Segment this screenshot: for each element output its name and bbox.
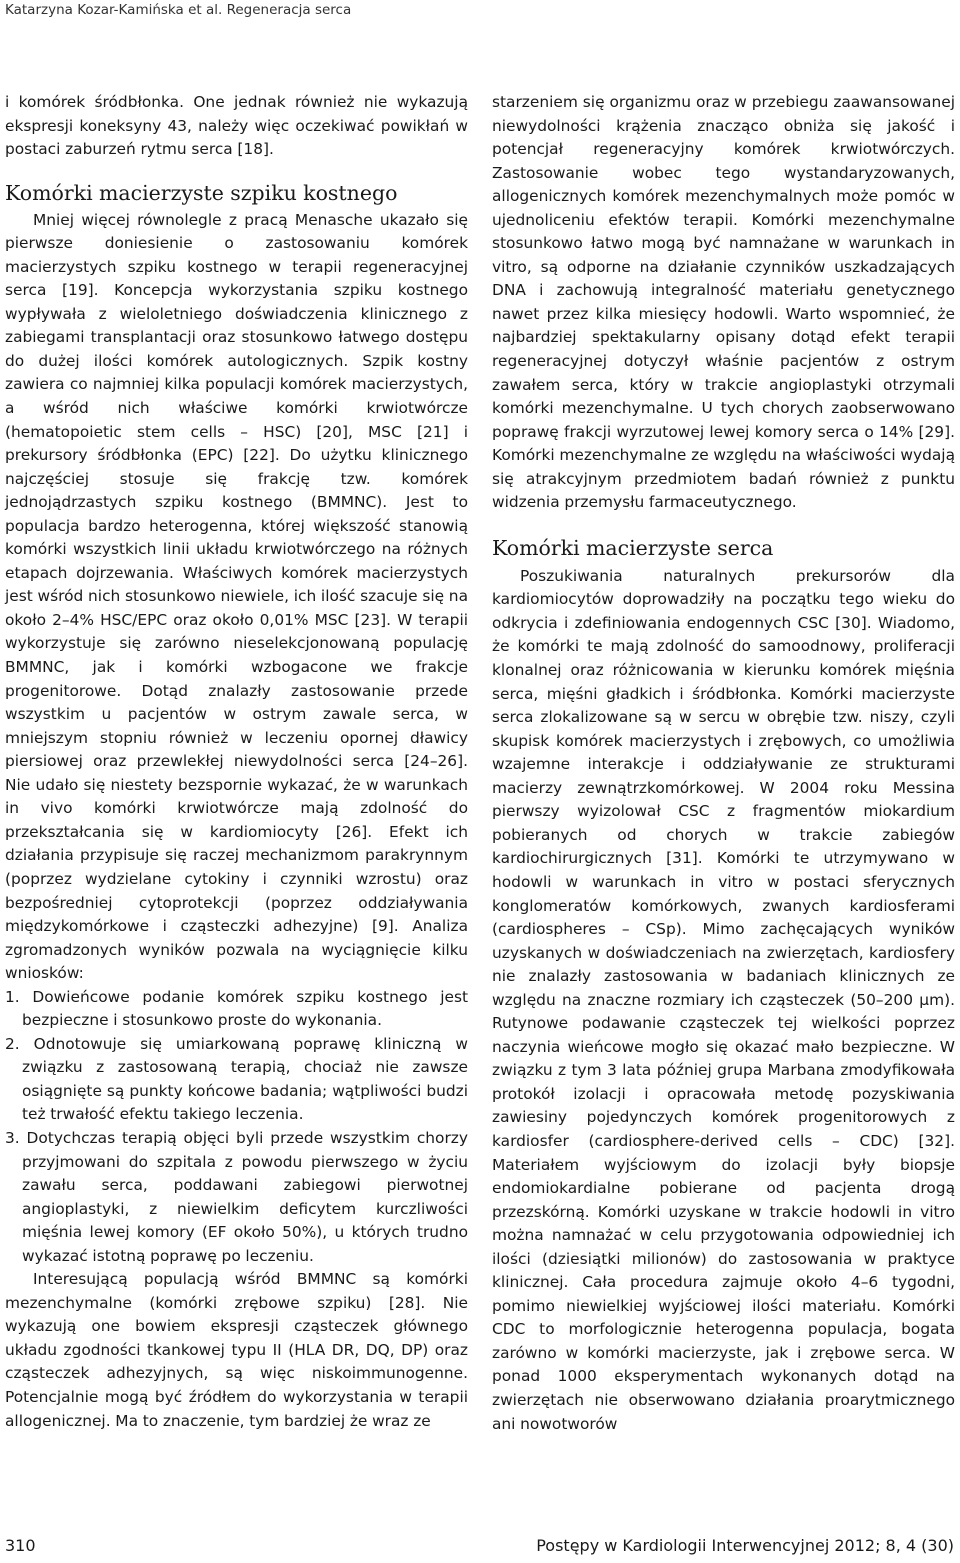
paragraph-continued-right: starzeniem się organizmu oraz w przebiegu zaawansowanej niewydolności krążenia znacząco obniża się jakość i potencjał regeneracyjny komórek krwiotwórczych. Zastosowanie wobec tego wystandaryzowanych, allogenicznych komórek mezenchymalnych może pomóc w ujednoliceniu efektów terapii. Komórki mezenchymalne stosunkowo łatwo mogą być namnażane w warunkach in vitro, są odporne na działanie czynników uszkadzających DNA i zachowują integralność materiału genetycznego nawet przez kilka miesięcy hodowli. Warto wspomnieć, że najbardziej spektakularny opisany dotąd efekt terapii regeneracyjnej dotyczył właśnie pacjentów z ostrym zawałem serca, który w trakcie angioplastyki otrzymali komórki mezenchymalne. U tych chorych zaobserwowano poprawę frakcji wyrzutowej lewej komory serca o 14% [29]. Komórki mezenchymalne ze względu na właściwości wydają się atrakcyjnym przedmiotem badań również z punktu widzenia przemysłu farmaceutycznego. xyxy=(492,93,955,512)
paragraph-bone-marrow: Mniej więcej równolegle z pracą Menasche ukazało się pierwsze doniesienie o zastosowaniu komórek macierzystych szpiku kostnego w terapii regeneracyjnej serca [19]. Koncepcja wykorzystania szpiku kostnego wypływała z wieloletniego doświadczenia klinicznego z zabiegami transplantacji oraz stosunkowo łatwego dostępu do dużej ilości komórek autologicznych. Szpik kostny zawiera co najmniej kilka populacji komórek macierzystych, a wśród nich właściwe komórki krwiotwórcze (hematopoietic stem cells – HSC) [20], MSC [21] i prekursory śródbłonka (EPC) [22]. Do użytku klinicznego najczęściej stosuje się frakcję tzw. komórek jednojądrzastych szpiku kostnego (BMMNC). Jest to populacja bardzo heterogenna, której większość stanowią komórki wszystkich linii układu krwiotwórczego na różnych etapach dojrzewania. Właściwych komórek macierzystych jest wśród nich stosunkowo niewiele, ich ilość szacuje się na około 2–4% HSC/EPC oraz około 0,01% MSC [23]. W terapii wykorzystuje się zarówno nieselekcjonowaną populację BMMNC, jak i komórki wzbogacone we frakcje progenitorowe. Dotąd znalazły zastosowanie przede wszystkim u pacjentów w ostrym zawale serca, w mniejszym stopniu również w leczeniu opornej dławicy piersiowej oraz przewlekłej niewydolności serca [24–26]. Nie udało się niestety bezspornie wykazać, że w warunkach in vivo komórki krwiotwórcze mają zdolność do przekształcania się w kardiomiocyty [26]. Efekt ich działania przypisuje się raczej mechanizmom parakrynnym (poprzez wydzielane cytokiny i czynniki wzrostu) oraz bezpośredniej cytoprotekcji (poprzez oddziaływania międzykomórkowe i cząsteczki adhezyjne) [9]. Analiza zgromadzonych wyników pozwala na wyciągnięcie kilku wniosków: xyxy=(5,210,468,983)
page-number: 310 xyxy=(5,1536,36,1555)
section-heading-bone-marrow: Komórki macierzyste szpiku kostnego xyxy=(5,180,398,205)
journal-reference: Postępy w Kardiologii Interwencyjnej 2012; 8, 4 (30) xyxy=(536,1536,954,1555)
paragraph-continued: i komórek śródbłonka. One jednak również nie wykazują ekspresji koneksyny 43, należy więc oczekiwać powikłań w postaci zaburzeń rytmu serca [18]. xyxy=(5,93,468,159)
left-column xyxy=(5,91,468,1433)
paragraph-mesenchymal: Interesującą populacją wśród BMMNC są komórki mezenchymalne (komórki zrębowe szpiku) [28]. Nie wykazują one bowiem ekspresji cząsteczek głównego układu zgodności tkankowej typu II (HLA DR, DQ, DP) oraz cząsteczek adhezyjnych, są więc niskoimmunogenne. Potencjalnie mogą być źródłem do wykorzystania w terapii allogenicznej. Ma to znaczenie, tym bardziej że wraz ze xyxy=(5,1270,468,1430)
right-column xyxy=(492,91,955,1436)
conclusion-item-2: 2. Odnotowuje się umiarkowaną poprawę kliniczną w związku z zastosowaną terapią, chociaż nie zawsze osiągnięte są punkty końcowe badania; wątpliwości budzi też trwałość efektu takiego leczenia. xyxy=(5,1034,468,1124)
section-heading-cardiac-stem-cells: Komórki macierzyste serca xyxy=(492,535,774,560)
conclusion-item-1: 1. Dowieńcowe podanie komórek szpiku kostnego jest bezpieczne i stosunkowo proste do wykonania. xyxy=(5,987,468,1030)
running-head: Katarzyna Kozar-Kamińska et al. Regeneracja serca xyxy=(5,2,352,18)
conclusion-item-3: 3. Dotychczas terapią objęci byli przede wszystkim chorzy przyjmowani do szpitala z powodu pierwszego w życiu zawału serca, poddawani zabiegowi pierwotnej angioplastyki, z niewielkim deficytem kurczliwości mięśnia lewej komory (EF około 50%), u których trudno wykazać istotną poprawę po leczeniu. xyxy=(5,1128,468,1265)
paragraph-cardiac-stem-cells: Poszukiwania naturalnych prekursorów dla kardiomiocytów doprowadziły na początku tego wieku do odkrycia i zdefiniowania endogennych CSC [30]. Wiadomo, że komórki te mają zdolność do samoodnowy, proliferacji klonalnej oraz różnicowania w kierunku komórek mięśnia serca, mięśni gładkich i śródbłonka. Komórki macierzyste serca zlokalizowane są w sercu w obrębie tzw. niszy, czyli skupisk komórek macierzystych i zrębowych, co umożliwia wzajemne interakcje i oddziaływanie ze strukturami macierzy zewnątrzkomórkowej. W 2004 roku Messina pierwszy wyizolował CSC z fragmentów miokardium pobieranych od chorych w trakcie zabiegów kardiochirurgicznych [31]. Komórki te utrzymywano w hodowli w warunkach in vitro w postaci sferycznych konglomeratów komórkowych, zwanych kardiosferami (cardiospheres – CSp). Mimo zachęcających wyników uzyskanych w doświadczeniach na zwierzętach, kardiosfery nie znalazły zastosowania w badaniach klinicznych ze względu na znaczne rozmiary ich cząsteczek (50–200 µm). Rutynowe podawanie cząsteczek tej wielkości poprzez naczynia wieńcowe mogło się okazać mało bezpieczne. W związku z tym 3 lata później grupa Marbana zmodyfikowała protokół izolacji i opracowała metodę pozyskiwania zawiesiny pojedynczych komórek progenitorowych z kardiosfer (cardiosphere-derived cells – CDC) [32]. Materiałem wyjściowym do izolacji były biopsje endomiokardialne pobierane od pacjenta drogą przezskórną. Komórki uzyskane w trakcie hodowli in vitro można namnażać w celu przygotowania odpowiedniej ich ilości (dziesiątki milionów) do zastosowania w praktyce klinicznej. Cała procedura zajmuje około 4–6 tygodni, pomimo niewielkiej wyjściowej ilości materiału. Komórki CDC to morfologicznie heterogenna populacja, bogata zarówno w komórki macierzyste, jak i zrębowe serca. W ponad 1000 eksperymentach wykonanych dotąd na zwierzętach nie obserwowano działania proarytmicznego ani nowotworów xyxy=(492,566,955,1433)
